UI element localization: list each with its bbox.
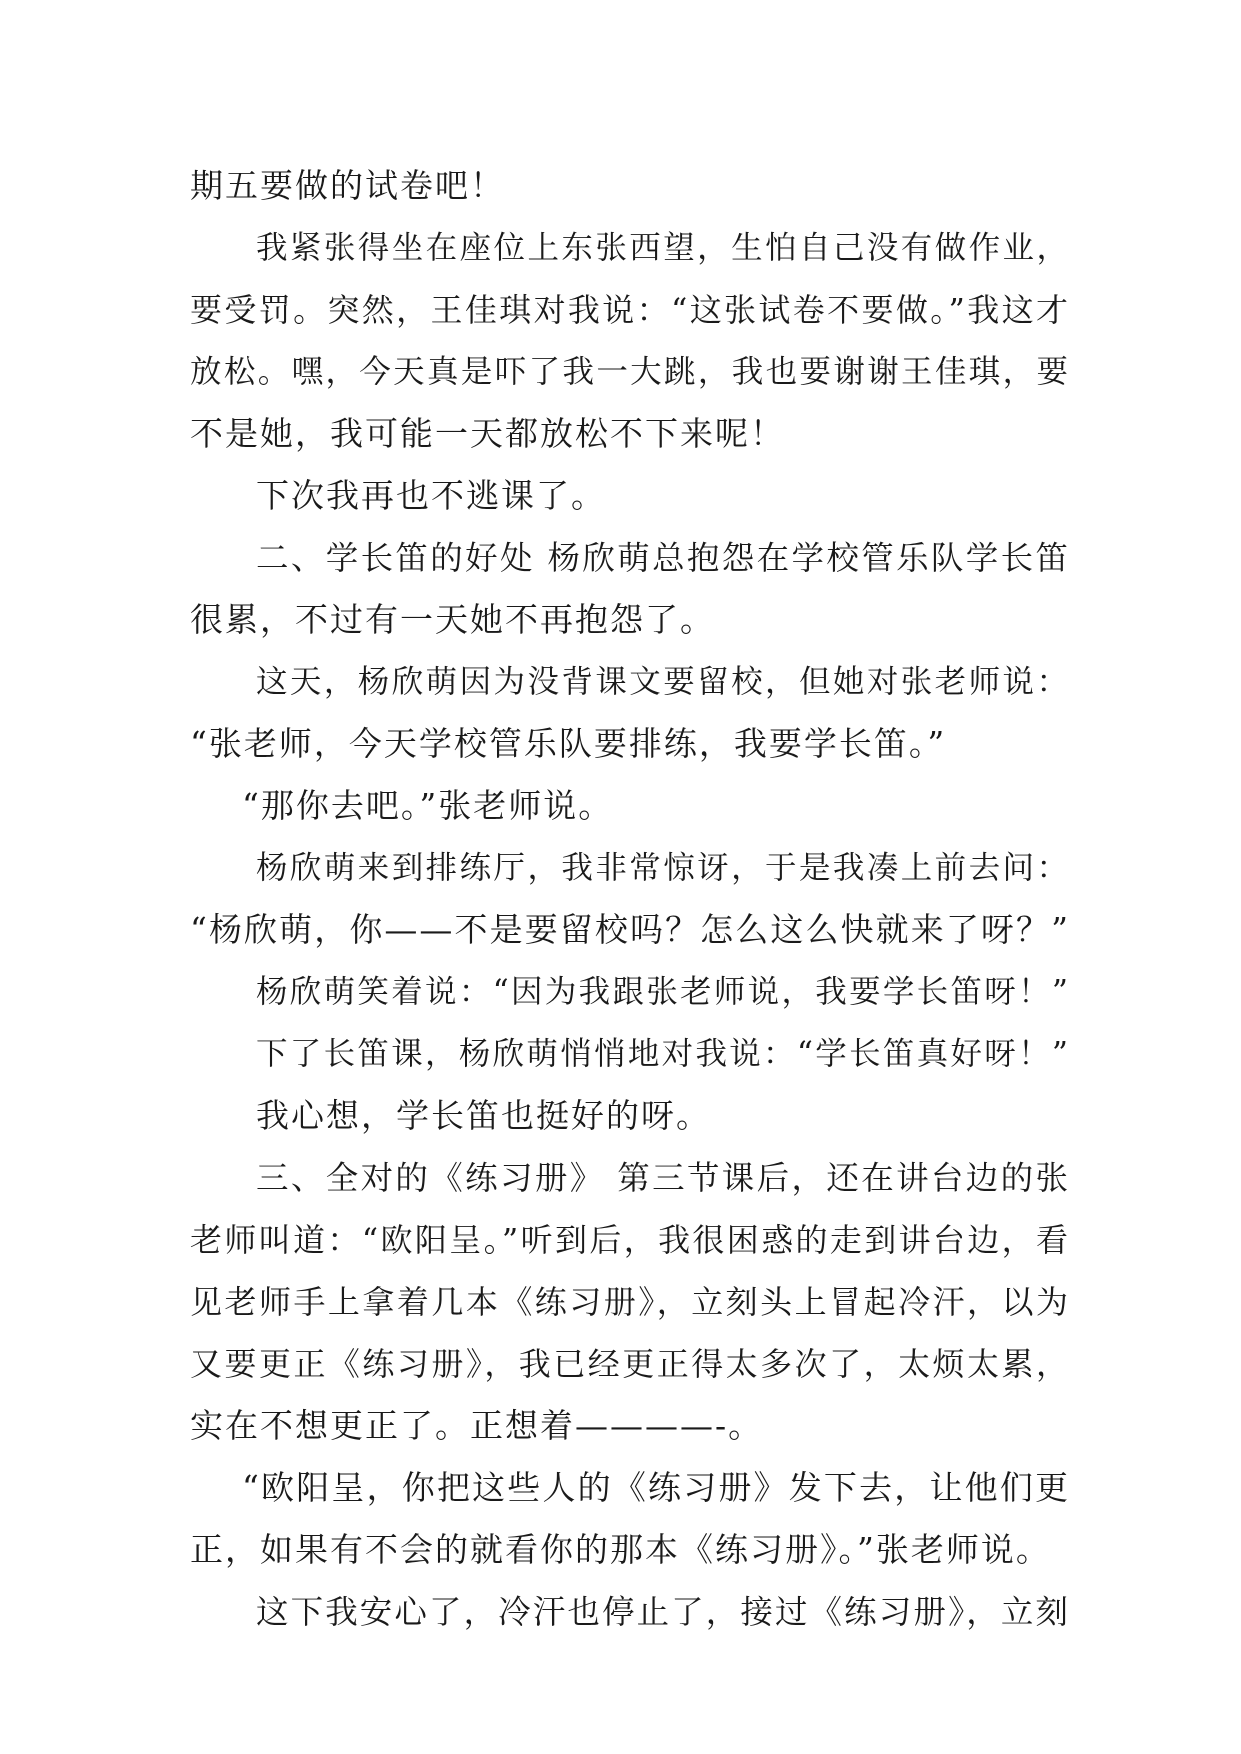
text-line: 这天，杨欣萌因为没背课文要留校，但她对张老师说：	[256, 664, 1070, 700]
text-line: 老师叫道：“欧阳呈。”听到后，我很困惑的走到讲台边，看	[190, 1221, 1070, 1259]
text-line: “欧阳呈，你把这些人的《练习册》发下去，让他们更	[242, 1468, 1070, 1507]
text-line: “杨欣萌，你——不是要留校吗？怎么这么快就来了呀？”	[190, 910, 1070, 949]
text-line: 见老师手上拿着几本《练习册》，立刻头上冒起冷汗，以为	[190, 1283, 1070, 1321]
text-line: 正，如果有不会的就看你的那本《练习册》。”张老师说。	[190, 1530, 1051, 1569]
text-line: 我紧张得坐在座位上东张西望，生怕自己没有做作业，	[256, 230, 1070, 266]
text-line: 期五要做的试卷吧！	[190, 166, 505, 205]
text-line: 二、学长笛的好处 杨欣萌总抱怨在学校管乐队学长笛	[256, 539, 1070, 577]
text-line: 实在不想更正了。正想着————-。	[190, 1406, 764, 1445]
text-line: “那你去吧。”张老师说。	[242, 786, 614, 825]
text-line: 放松。嘿，今天真是吓了我一大跳，我也要谢谢王佳琪，要	[190, 354, 1070, 390]
text-line: 下了长笛课，杨欣萌悄悄地对我说：“学长笛真好呀！”	[256, 1036, 1070, 1072]
text-line: 我心想，学长笛也挺好的呀。	[256, 1096, 711, 1135]
text-line: 很累，不过有一天她不再抱怨了。	[190, 600, 715, 639]
text-line: “张老师，今天学校管乐队要排练，我要学长笛。”	[190, 724, 947, 763]
text-line: 杨欣萌来到排练厅，我非常惊讶，于是我凑上前去问：	[256, 850, 1070, 886]
text-line: 又要更正《练习册》，我已经更正得太多次了，太烦太累，	[190, 1345, 1070, 1383]
text-line: 不是她，我可能一天都放松不下来呢！	[190, 414, 785, 453]
body-text	[190, 155, 1070, 1643]
text-line: 下次我再也不逃课了。	[256, 476, 606, 515]
text-line: 三、全对的《练习册》 第三节课后，还在讲台边的张	[256, 1159, 1070, 1197]
text-line: 这下我安心了，冷汗也停止了，接过《练习册》，立刻	[256, 1593, 1070, 1631]
text-line: 杨欣萌笑着说：“因为我跟张老师说，我要学长笛呀！”	[256, 974, 1070, 1010]
text-line: 要受罚。突然，王佳琪对我说：“这张试卷不要做。”我这才	[190, 291, 1070, 329]
